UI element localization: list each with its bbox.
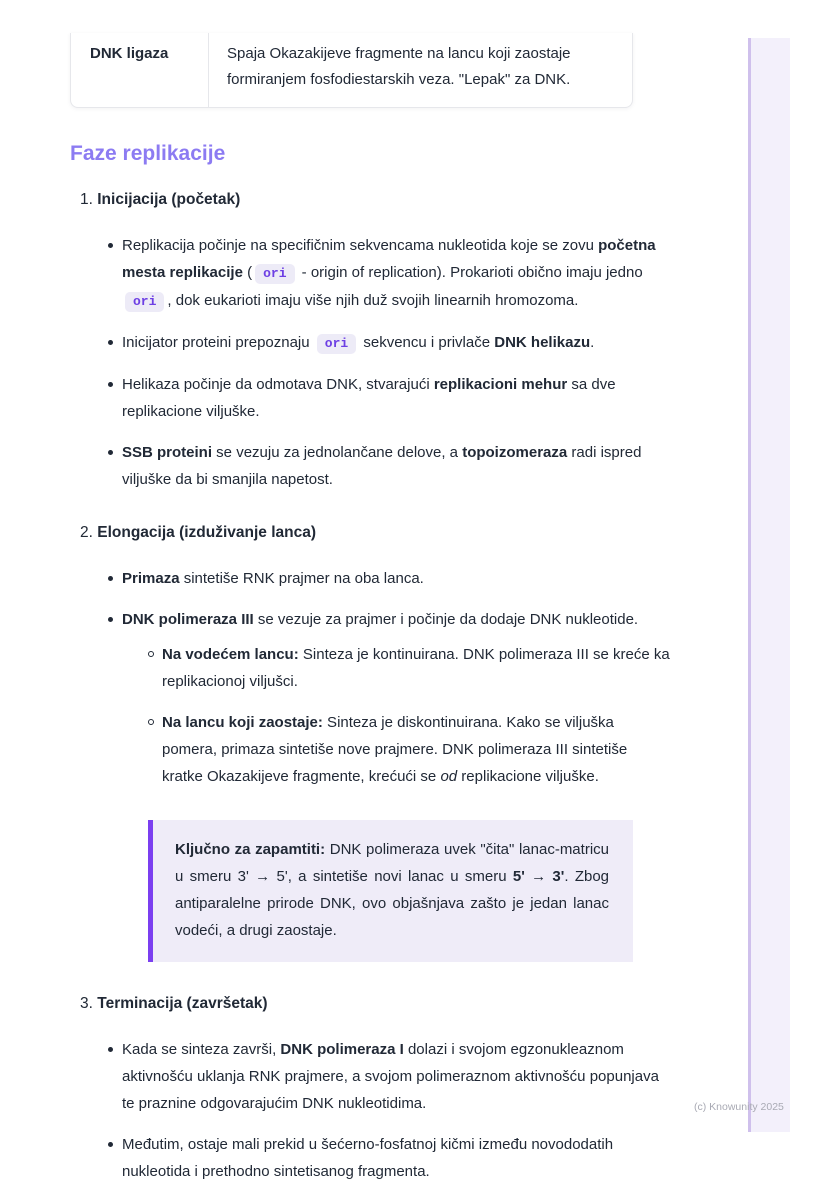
bullet-list [70,232,670,493]
definition-cell: Spaja Okazakijeve fragmente na lancu koji zaostaje formiranjem fosfodiestarskih veza. "Lepak" za DNK. [227,45,571,88]
phase-title [70,992,670,1016]
bullet-list [70,565,670,790]
phase-item-initiation [70,188,670,493]
ori-code-chip: ori [125,292,164,312]
page-title: Faze replikacije [70,142,226,165]
bullet-item: Primaza sintetiše RNK prajmer na oba lanca. [122,565,670,592]
phase-title-label: Elongacija (izduživanje lanca) [97,524,317,541]
phase-title [70,521,670,545]
phase-title-label: Terminacija (završetak) [97,995,268,1012]
definition-table [70,33,633,108]
callout-text: Ključno za zapamtiti: DNK polimeraza uvek "čita" lanac-matricu u smeru 3' → 5', a sintetiše novi lanac u smeru 5' → 3'. Zbog antiparalelne prirode DNK, ovo objašnjava zašto je jedan lanac vodeći, a drugi zaostaje. [175,841,610,939]
phase-title-label: Inicijacija (početak) [97,191,241,208]
page-edge-strip [748,38,790,1132]
ori-code-chip: ori [255,264,294,284]
sub-bullet-item: Na lancu koji zaostaje: Sinteza je diskontinuirana. Kako se viljuška pomera, primaza sintetiše nove prajmere. DNK polimeraza III sintetiše kratke Okazakijeve fragmente, krećući se od replikacione viljuške. [162,709,670,790]
copyright-watermark: (c) Knowunity 2025 [694,1101,784,1113]
bullet-item: Helikaza počinje da odmotava DNK, stvarajući replikacioni mehur sa dve replikacione viljuške. [122,371,670,425]
bullet-item: Kada se sinteza završi, DNK polimeraza I dolazi i svojom egzonukleaznom aktivnošću uklanja RNK prajmere, a svojom polimeraznom aktivnošću popunjava te praznine odgovarajućim DNK nukleotidima. [122,1036,670,1117]
key-note-callout [148,820,633,962]
bullet-item: SSB proteini se vezuju za jednolančane delove, a topoizomeraza radi ispred viljuške da bi smanjila napetost. [122,439,670,493]
ori-code-chip: ori [317,334,356,354]
phases-list [70,188,670,1185]
bullet-item: Međutim, ostaje mali prekid u šećerno-fosfatnoj kičmi između novododatih nukleotida i prethodno sintetisanog fragmenta. [122,1131,670,1185]
phase-number: 2. [80,524,93,541]
sub-bullet-item: Na vodećem lancu: Sinteza je kontinuirana. DNK polimeraza III se kreće ka replikacionoj viljušci. [162,641,670,695]
bullet-item [122,606,670,790]
phase-number: 1. [80,191,93,208]
phase-number: 3. [80,995,93,1012]
sub-bullet-list [122,641,670,790]
bullet-text: DNK polimeraza III se vezuje za prajmer i počinje da dodaje DNK nukleotide. [122,611,639,628]
phase-item-elongation [70,521,670,962]
phase-item-termination [70,992,670,1185]
bullet-item: Replikacija počinje na specifičnim sekvencama nukleotida koje se zovu početna mesta replikacije ( ori - origin of replication). Prokarioti obično imaju jedno ori , dok eukarioti imaju više njih duž svojih linearnih hromozoma. [122,232,670,315]
bullet-item: Inicijator proteini prepoznaju ori sekvencu i privlače DNK helikazu. [122,329,670,357]
phase-title [70,188,670,212]
bullet-list [70,1036,670,1185]
term-cell: DNK ligaza [71,33,209,107]
